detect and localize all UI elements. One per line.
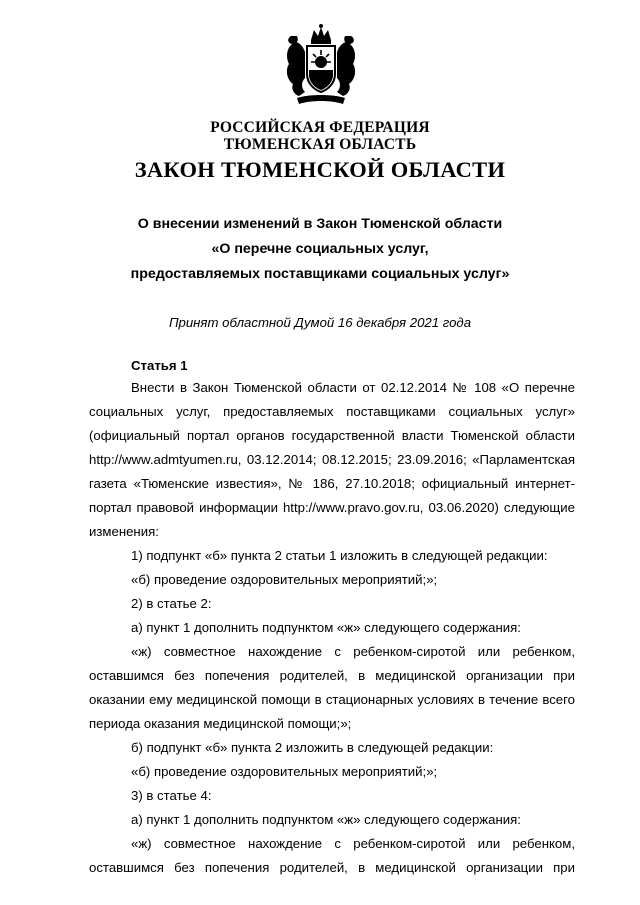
body-line: а) пункт 1 дополнить подпунктом «ж» следующего содержания: (131, 812, 521, 827)
body-line: изменения: (89, 524, 159, 539)
body-line: портал правовой информации http://www.pravo.gov.ru, 03.06.2020) следующие (89, 500, 575, 515)
body-line: 3) в статье 4: (131, 788, 212, 803)
body-line: периода оказания медицинской помощи;»; (89, 716, 352, 731)
law-title-line-3: предоставляемых поставщиками социальных услуг» (130, 266, 510, 282)
adoption-note: Принят областной Думой 16 декабря 2021 года (168, 315, 472, 330)
body-line: Внести в Закон Тюменской области от 02.12.2014 № 108 «О перечне (131, 380, 575, 395)
body-line: оставшимся без попечения родителей, в медицинской организации при (89, 860, 575, 875)
law-title-line-1: О внесении изменений в Закон Тюменской области (137, 216, 503, 232)
header-region: ТЮМЕНСКАЯ ОБЛАСТЬ (223, 136, 417, 153)
body-line: «ж) совместное нахождение с ребенком-сиротой или ребенком, (131, 836, 575, 851)
body-line: а) пункт 1 дополнить подпунктом «ж» следующего содержания: (131, 620, 521, 635)
law-heading: ЗАКОН ТЮМЕНСКОЙ ОБЛАСТИ (134, 157, 506, 182)
body-line: «б) проведение оздоровительных мероприятий;»; (131, 764, 438, 779)
article-heading: Статья 1 (131, 358, 188, 373)
coat-of-arms-icon (281, 22, 361, 106)
body-line: «б) проведение оздоровительных мероприятий;»; (131, 572, 438, 587)
body-line: (официальный портал органов государственной власти Тюменской области (89, 428, 575, 443)
body-line: оставшимся без попечения родителей, в медицинской организации при (89, 668, 575, 683)
law-title-line-2: «О перечне социальных услуг, (211, 241, 429, 257)
body-line: социальных услуг, предоставляемых поставщиками социальных услуг» (89, 404, 575, 419)
header-federation: РОССИЙСКАЯ ФЕДЕРАЦИЯ (210, 119, 430, 136)
body-line: 1) подпункт «б» пункта 2 статьи 1 изложить в следующей редакции: (131, 548, 548, 563)
body-line: 2) в статье 2: (131, 596, 212, 611)
body-line: http://www.admtyumen.ru, 03.12.2014; 08.12.2015; 23.09.2016; «Парламентская (89, 452, 575, 467)
body-line: газета «Тюменские известия», № 186, 27.10.2018; официальный интернет- (89, 476, 575, 491)
body-line: «ж) совместное нахождение с ребенком-сиротой или ребенком, (131, 644, 575, 659)
body-line: оказании ему медицинской помощи в стационарных условиях в течение всего (89, 692, 575, 707)
body-line: б) подпункт «б» пункта 2 изложить в следующей редакции: (131, 740, 494, 755)
